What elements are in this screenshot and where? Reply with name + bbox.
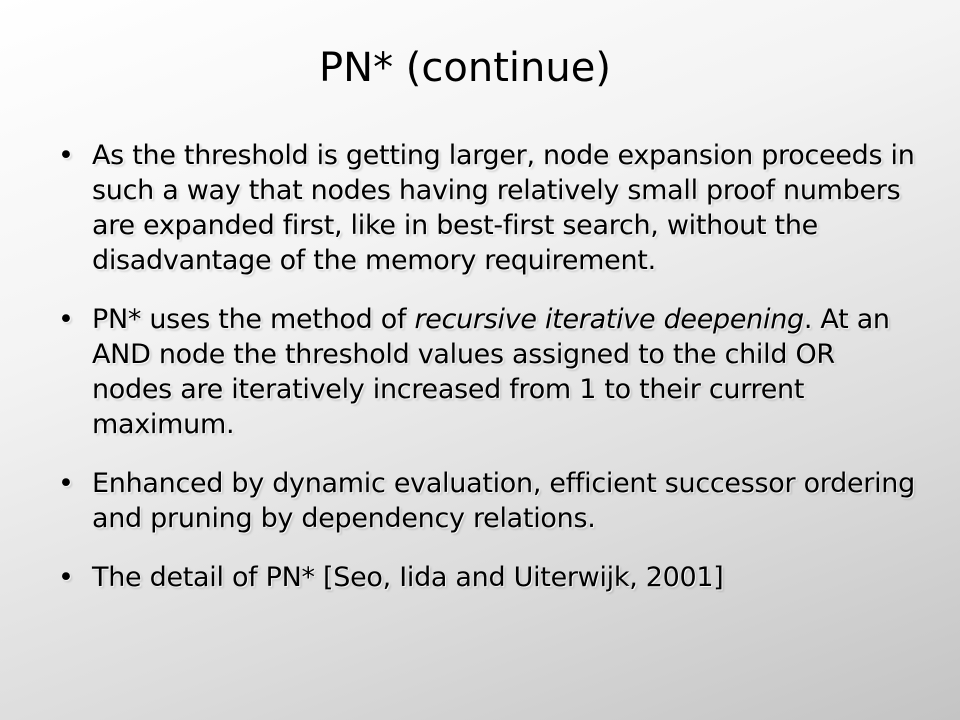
bullet-text-emphasis: recursive iterative deepening: [414, 304, 804, 335]
bullet-dot-icon: •: [58, 140, 74, 171]
bullet-text: As the threshold is getting larger, node expansion proceeds in such a way that nodes having relatively small proof numbers are expanded first, like in best-first search, without the disadvantage of the memory requirement.: [92, 140, 915, 276]
bullet-text-before: PN* uses the method of: [92, 304, 415, 335]
bullet-item-enhancements: [56, 466, 916, 536]
bullet-item-reference: [56, 560, 916, 595]
bullet-text: The detail of PN* [Seo, Iida and Uiterwijk, 2001]: [92, 562, 724, 593]
bullet-dot-icon: •: [58, 304, 74, 335]
bullet-dot-icon: •: [58, 562, 74, 593]
bullet-list: [56, 138, 916, 595]
bullet-text: [92, 302, 916, 442]
bullet-text-after: . At an AND node the threshold values assigned to the child OR nodes are iteratively increased from 1 to their current maximum.: [92, 304, 890, 440]
bullet-item-threshold: [56, 138, 916, 278]
slide-title: PN* (continue): [319, 45, 611, 91]
bullet-text: Enhanced by dynamic evaluation, efficient successor ordering and pruning by dependency relations.: [92, 468, 915, 534]
bullet-dot-icon: •: [58, 468, 74, 499]
bullet-item-recursive-deepening: [56, 302, 916, 442]
